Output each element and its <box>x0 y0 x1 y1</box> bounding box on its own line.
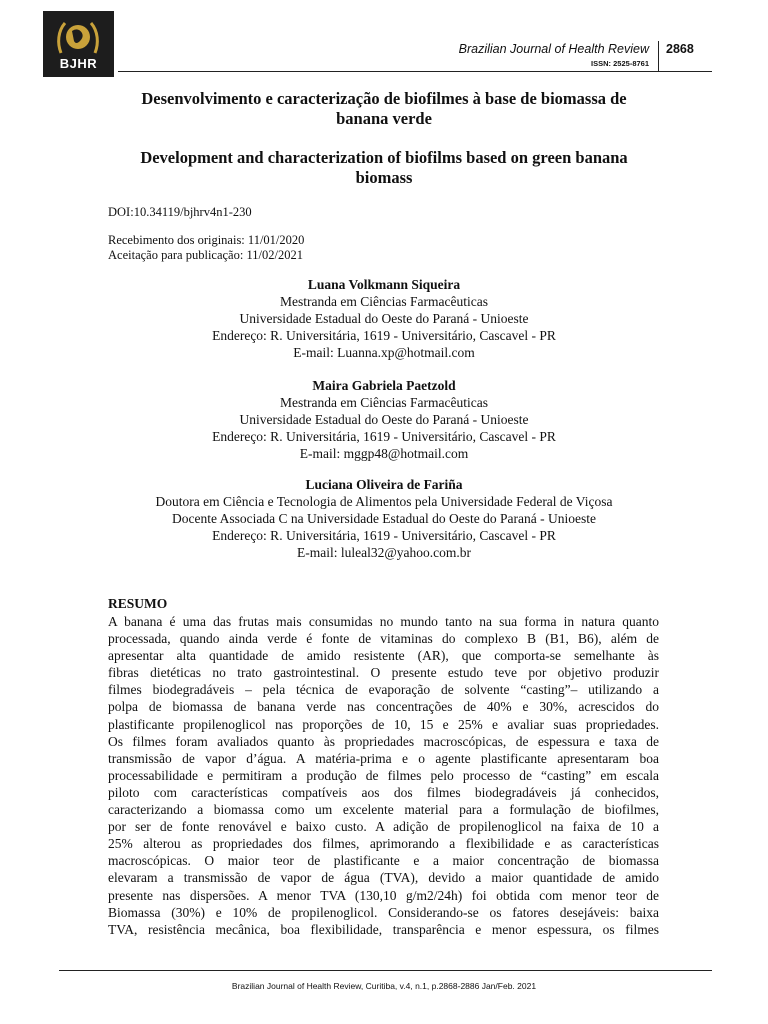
footer-rule <box>59 970 712 971</box>
author-name: Luana Volkmann Siqueira <box>307 277 461 292</box>
author-email: E-mail: mggp48@hotmail.com <box>299 446 469 461</box>
abstract-line: caracterizando a biomassa como um excelente material para a formulação de biofilmes, <box>108 802 659 818</box>
received-date: Recebimento dos originais: 11/01/2020 <box>108 233 305 247</box>
author-affiliation: Doutora em Ciência e Tecnologia de Alimentos pela Universidade Federal de Viçosa <box>155 494 613 509</box>
author-affiliation: Mestranda em Ciências Farmacêuticas <box>279 294 489 309</box>
author-name: Maira Gabriela Paetzold <box>312 378 456 393</box>
abstract-line: plastificante propilenoglicol nas proporções de 10, 15 e 25% e avaliar suas propriedades. <box>108 716 659 732</box>
title-portuguese <box>108 89 660 129</box>
abstract-line: polpa de biomassa de banana verde nas concentrações de 40% e 30%, acrescidos do <box>108 699 659 715</box>
title-en-line: Development and characterization of biofilms based on green banana <box>140 148 628 167</box>
author-block <box>108 476 660 561</box>
header-divider <box>658 41 659 71</box>
abstract-line: apresentar alta quantidade de amido resistente (AR), que comporta-se semelhante às <box>108 648 659 664</box>
logo-text: BJHR <box>59 56 98 71</box>
author-address: Endereço: R. Universitária, 1619 - Universitário, Cascavel - PR <box>212 528 556 543</box>
title-pt-line: Desenvolvimento e caracterização de biofilmes à base de biomassa de <box>141 89 627 108</box>
accepted-date: Aceitação para publicação: 11/02/2021 <box>108 248 303 262</box>
journal-logo <box>43 11 114 77</box>
abstract-line: TVA, resistência mecânica, boa flexibilidade, transparência e menor espessura, os filmes <box>108 921 659 937</box>
issn: ISSN: 2525-8761 <box>591 59 649 68</box>
page-number: 2868 <box>666 42 694 56</box>
title-pt-line: banana verde <box>336 109 432 128</box>
abstract-line: Os filmes foram avaliados quanto às propriedades macroscópicas, de espessura e taxa de <box>108 733 659 749</box>
title-en-line: biomass <box>355 168 413 187</box>
journal-name: Brazilian Journal of Health Review <box>458 42 649 56</box>
footer-citation: Brazilian Journal of Health Review, Curitiba, v.4, n.1, p.2868-2886 Jan/Feb. 2021 <box>231 981 537 991</box>
title-english <box>108 148 660 188</box>
abstract-line: macroscópicas. O maior teor de plastificante e a maior concentração de biomassa <box>108 853 659 869</box>
author-name: Luciana Oliveira de Fariña <box>305 477 463 492</box>
abstract-line: por ser de fonte renovável e baixo custo. A adição de propilenoglicol na faixa de 10 a <box>108 819 659 835</box>
abstract-line: processabilidade e permitiram a produção de filmes pelo processo de “casting” em escala <box>108 767 659 783</box>
abstract-heading: RESUMO <box>108 596 168 611</box>
abstract-body <box>108 613 659 938</box>
doi: DOI:10.34119/bjhrv4n1-230 <box>108 205 252 219</box>
author-affiliation: Mestranda em Ciências Farmacêuticas <box>279 395 489 410</box>
author-address: Endereço: R. Universitária, 1619 - Universitário, Cascavel - PR <box>212 328 556 343</box>
author-affiliation: Universidade Estadual do Oeste do Paraná - Unioeste <box>239 412 529 427</box>
abstract-line: Biomassa (30%) e 10% de propilenoglicol. Considerando-se os fatores desejáveis: baixa <box>108 904 659 920</box>
author-affiliation: Docente Associada C na Universidade Estadual do Oeste do Paraná - Unioeste <box>172 511 596 526</box>
abstract-line: presente nas dispersões. A menor TVA (130,10 g/m2/24h) foi obtida com menor teor de <box>108 887 659 903</box>
abstract-line: fibras dietéticas no trato gastrointestinal. O presente estudo teve por objetivo produzir <box>108 665 659 681</box>
abstract-line: elevaram a transmissão de vapor de água (TVA), devido a maior quantidade de amido <box>108 870 659 886</box>
abstract-line: filmes biodegradáveis – pela técnica de evaporação de solvente “casting”– utilizando a <box>108 682 659 698</box>
abstract-line: transmissão de vapor d’água. A matéria-prima e o agente plastificante apresentaram boa <box>108 750 659 766</box>
author-email: E-mail: Luanna.xp@hotmail.com <box>293 345 475 360</box>
abstract-line: processada, quando ainda verde é fonte de vitaminas do complexo B (B1, B6), além de <box>108 631 659 647</box>
abstract-line: 25% alterou as propriedades dos filmes, aprimorando a flexibilidade e as características <box>108 836 659 852</box>
author-address: Endereço: R. Universitária, 1619 - Universitário, Cascavel - PR <box>212 429 556 444</box>
author-affiliation: Universidade Estadual do Oeste do Paraná - Unioeste <box>239 311 529 326</box>
author-block <box>108 377 660 462</box>
author-email: E-mail: luleal32@yahoo.com.br <box>296 545 471 560</box>
abstract-line: A banana é uma das frutas mais consumidas no mundo tanto na sua forma in natura quanto <box>108 614 659 629</box>
globe-laurel-icon <box>55 17 101 57</box>
header-rule <box>118 71 712 72</box>
abstract-line: piloto com características compatíveis aos dos filmes biodegradáveis já conhecidos, <box>108 784 659 800</box>
author-block <box>108 276 660 361</box>
